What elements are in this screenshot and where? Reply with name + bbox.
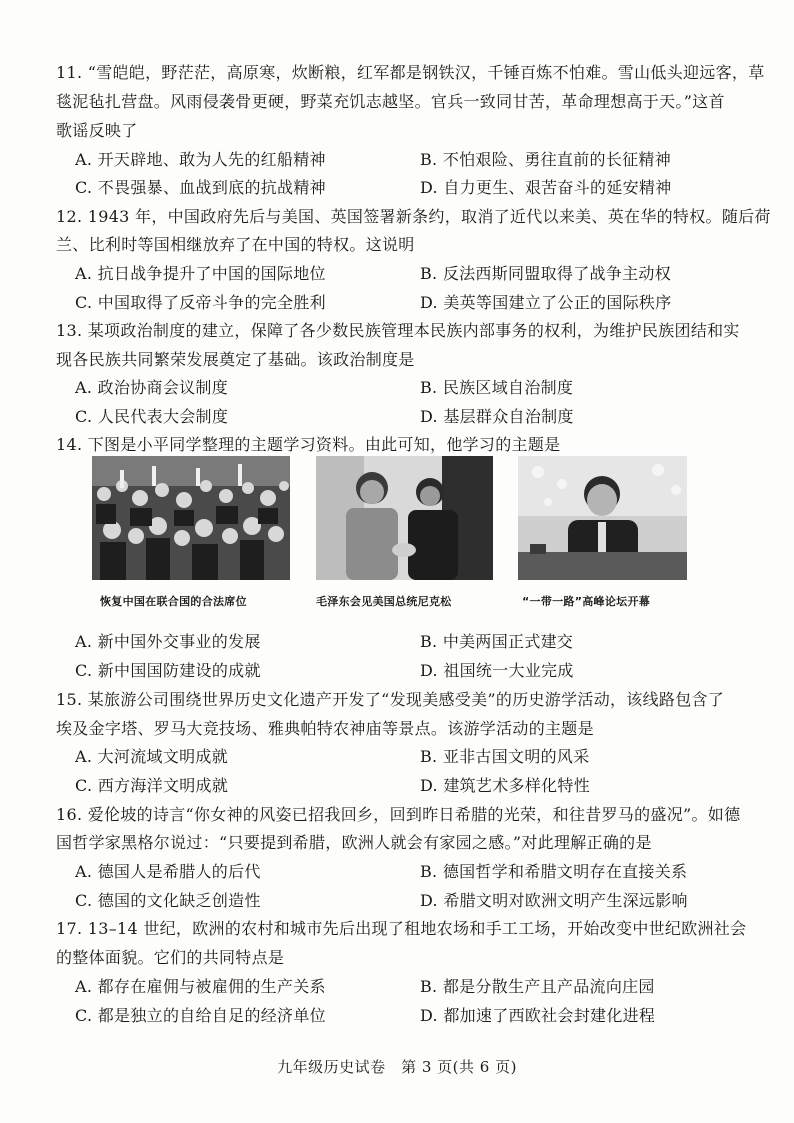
q17-option-b: B. 都是分散生产且产品流向庄园 [420,977,655,996]
q12-option-c: C. 中国取得了反帝斗争的完全胜利 [75,293,326,312]
q17-option-c: C. 都是独立的自给自足的经济单位 [75,1006,326,1025]
q12-stem-line-2: 兰、比利时等国相继放弃了在中国的特权。这说明 [56,235,415,254]
q13-option-b: B. 民族区域自治制度 [420,378,574,397]
caption-belt-road: “一带一路”高峰论坛开幕 [522,595,651,608]
q11-option-b: B. 不怕艰险、勇往直前的长征精神 [420,150,672,169]
photo-un-seat-restoration [92,456,290,580]
q16-stem-line-2: 国哲学家黑格尔说过：“只要提到希腊，欧洲人就会有家园之感。”对此理解正确的是 [56,833,652,852]
q15-option-d: D. 建筑艺术多样化特性 [420,776,591,795]
q14-option-a: A. 新中国外交事业的发展 [75,632,261,651]
q13-option-a: A. 政治协商会议制度 [75,378,229,397]
q16-option-a: A. 德国人是希腊人的后代 [75,862,261,881]
caption-un-seat: 恢复中国在联合国的合法席位 [100,595,247,608]
caption-mao-nixon: 毛泽东会见美国总统尼克松 [316,595,452,608]
forum-speaker-image [518,456,687,580]
q13-stem-line-1: 13. 某项政治制度的建立，保障了各少数民族管理本民族内部事务的权利，为维护民族团结和实 [56,321,740,340]
q11-stem-line-2: 毯泥毡扎营盘。风雨侵袭骨更硬，野菜充饥志越坚。官兵一致同甘苦，革命理想高于天。”这首 [56,92,725,111]
q11-stem-line-3: 歌谣反映了 [56,121,138,140]
q15-option-a: A. 大河流域文明成就 [75,747,229,766]
q12-option-b: B. 反法西斯同盟取得了战争主动权 [420,264,672,283]
q15-option-c: C. 西方海洋文明成就 [75,776,229,795]
q14-stem-line-1: 14. 下图是小平同学整理的主题学习资料。由此可知，他学习的主题是 [56,435,561,454]
q12-stem-line-1: 12. 1943 年，中国政府先后与美国、英国签署新条约，取消了近代以来美、英在华的特权。随后荷 [56,207,771,226]
handshake-image [316,456,493,580]
q17-option-a: A. 都存在雇佣与被雇佣的生产关系 [75,977,326,996]
q15-option-b: B. 亚非古国文明的风采 [420,747,590,766]
q13-option-c: C. 人民代表大会制度 [75,407,229,426]
q13-stem-line-2: 现各民族共同繁荣发展奠定了基础。该政治制度是 [56,350,415,369]
q11-option-a: A. 开天辟地、敢为人先的红船精神 [75,150,326,169]
q15-stem-line-1: 15. 某旅游公司围绕世界历史文化遗产开发了“发现美感受美”的历史游学活动，该线路包含了 [56,690,725,709]
q12-option-d: D. 美英等国建立了公正的国际秩序 [420,293,672,312]
photo-mao-nixon [316,456,493,580]
q17-stem-line-1: 17. 13–14 世纪，欧洲的农村和城市先后出现了租地农场和手工工场，开始改变中世纪欧洲社会 [56,919,747,938]
q14-option-d: D. 祖国统一大业完成 [420,661,574,680]
q17-option-d: D. 都加速了西欧社会封建化进程 [420,1006,656,1025]
q15-stem-line-2: 埃及金字塔、罗马大竞技场、雅典帕特农神庙等景点。该游学活动的主题是 [56,719,594,738]
q16-option-b: B. 德国哲学和希腊文明存在直接关系 [420,862,688,881]
q14-option-c: C. 新中国国防建设的成就 [75,661,261,680]
q12-option-a: A. 抗日战争提升了中国的国际地位 [75,264,326,283]
q16-option-c: C. 德国的文化缺乏创造性 [75,891,261,910]
q11-option-c: C. 不畏强暴、血战到底的抗战精神 [75,178,326,197]
q11-stem-line-1: 11. “雪皑皑，野茫茫，高原寒，炊断粮，红军都是钢铁汉，千锤百炼不怕难。雪山低头迎远客，草 [56,63,765,82]
photo-belt-road-forum [518,456,687,580]
q11-option-d: D. 自力更生、艰苦奋斗的延安精神 [420,178,672,197]
q13-option-d: D. 基层群众自治制度 [420,407,574,426]
q17-stem-line-2: 的整体面貌。它们的共同特点是 [56,948,285,967]
page-footer: 九年级历史试卷 第 3 页(共 6 页) [277,1058,517,1076]
q16-option-d: D. 希腊文明对欧洲文明产生深远影响 [420,891,688,910]
q16-stem-line-1: 16. 爱伦坡的诗言“你女神的风姿已招我回乡，回到昨日希腊的光荣，和往昔罗马的盛况”。如德 [56,805,741,824]
q14-option-b: B. 中美两国正式建交 [420,632,574,651]
crowd-image [92,456,290,580]
